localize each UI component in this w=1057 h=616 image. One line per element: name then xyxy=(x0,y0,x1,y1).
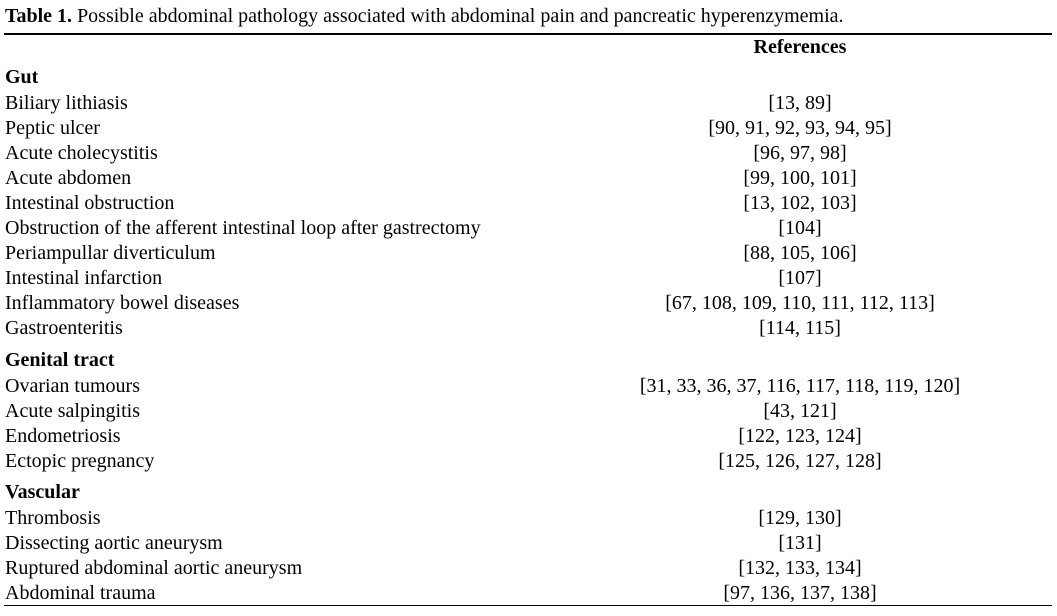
table-row xyxy=(0,399,1057,424)
pathology-label: Acute salpingitis xyxy=(5,399,140,422)
pathology-label: Abdominal trauma xyxy=(5,581,156,604)
pathology-label: Ovarian tumours xyxy=(5,374,140,397)
references-cell: [67, 108, 109, 110, 111, 112, 113] xyxy=(665,292,935,315)
pathology-label: Dissecting aortic aneurysm xyxy=(5,531,223,554)
table-caption xyxy=(5,4,844,28)
section-row xyxy=(0,480,1057,505)
table-row xyxy=(0,291,1057,316)
pathology-label: Peptic ulcer xyxy=(5,116,100,139)
references-cell: [132, 133, 134] xyxy=(738,556,862,579)
table-header xyxy=(0,34,1057,60)
references-cell: [31, 33, 36, 37, 116, 117, 118, 119, 120] xyxy=(639,374,961,397)
references-cell: [114, 115] xyxy=(759,317,841,340)
table-row xyxy=(0,116,1057,141)
table-row xyxy=(0,506,1057,531)
pathology-label: Inflammatory bowel diseases xyxy=(5,292,240,315)
pathology-label: Gastroenteritis xyxy=(5,317,123,340)
pathology-label: Biliary lithiasis xyxy=(5,91,128,114)
references-cell: [99, 100, 101] xyxy=(743,166,857,189)
pathology-label: Intestinal infarction xyxy=(5,267,163,290)
table-row xyxy=(0,266,1057,291)
table-row xyxy=(0,449,1057,474)
references-cell: [43, 121] xyxy=(763,399,837,422)
table-row xyxy=(0,581,1057,606)
pathology-label: Thrombosis xyxy=(5,506,101,529)
references-cell: [107] xyxy=(778,267,822,290)
pathology-label: Endometriosis xyxy=(5,424,121,447)
table-row xyxy=(0,141,1057,166)
table-row xyxy=(0,374,1057,399)
references-cell: [13, 102, 103] xyxy=(743,191,857,214)
section-title: Vascular xyxy=(5,481,80,503)
references-cell: [131] xyxy=(778,531,822,554)
section-title: Gut xyxy=(5,66,39,88)
table-caption-text: Possible abdominal pathology associated with abdominal pain and pancreatic hyperenzymemia. xyxy=(72,5,844,27)
table-row xyxy=(0,531,1057,556)
pathology-label: Acute cholecystitis xyxy=(5,141,158,164)
references-cell: [122, 123, 124] xyxy=(738,424,862,447)
pathology-label: Acute abdomen xyxy=(5,166,132,189)
table-row xyxy=(0,241,1057,266)
pathology-label: Ruptured abdominal aortic aneurysm xyxy=(5,556,303,579)
pathology-label: Intestinal obstruction xyxy=(5,191,175,214)
pathology-label: Obstruction of the afferent intestinal loop after gastrectomy xyxy=(5,217,481,239)
table-row xyxy=(0,316,1057,341)
table-row xyxy=(0,424,1057,449)
pathology-label: Periampullar diverticulum xyxy=(5,242,216,265)
table-row xyxy=(0,166,1057,191)
references-cell: [97, 136, 137, 138] xyxy=(723,581,877,604)
references-cell: [88, 105, 106] xyxy=(743,242,857,265)
references-cell: [90, 91, 92, 93, 94, 95] xyxy=(708,116,892,139)
references-column-header: References xyxy=(753,36,847,58)
section-row xyxy=(0,65,1057,90)
pathology-label: Ectopic pregnancy xyxy=(5,449,155,472)
references-cell: [13, 89] xyxy=(768,91,832,114)
table-row xyxy=(0,191,1057,216)
table-row xyxy=(0,91,1057,116)
table-row xyxy=(0,216,1057,241)
table-caption-label: Table 1. xyxy=(5,5,73,27)
references-cell: [104] xyxy=(778,217,822,239)
references-cell: [129, 130] xyxy=(758,506,842,529)
table-bottom-rule xyxy=(4,605,1052,606)
section-row xyxy=(0,348,1057,373)
references-cell: [125, 126, 127, 128] xyxy=(718,449,882,472)
section-title: Genital tract xyxy=(5,349,115,371)
references-cell: [96, 97, 98] xyxy=(753,141,847,164)
table-row xyxy=(0,556,1057,581)
